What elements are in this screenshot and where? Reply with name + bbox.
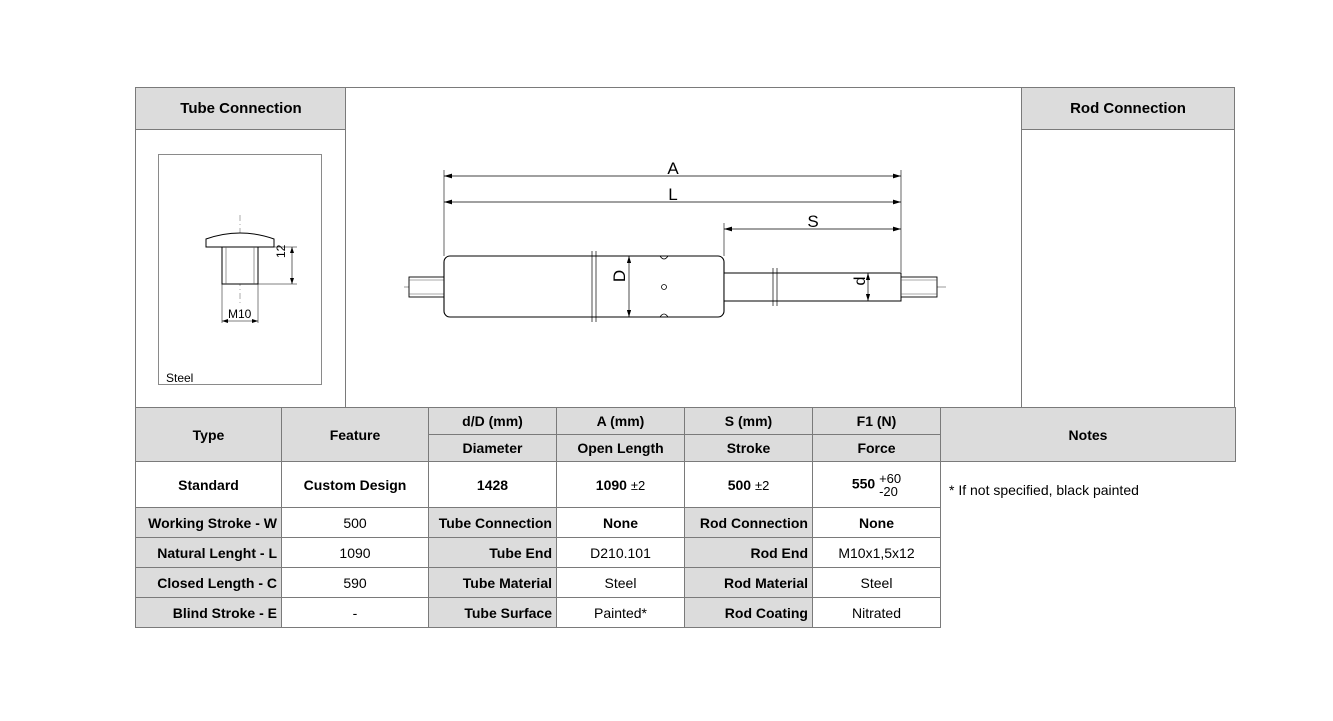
- main-diameter-value: 1428: [429, 462, 557, 508]
- feature-header: Feature: [282, 408, 429, 462]
- gas-spring-drawing-panel: [345, 87, 1023, 408]
- main-open-length-cell: [557, 462, 685, 508]
- row-label: Rod Connection: [685, 508, 813, 538]
- dim-label-d-big: D: [610, 269, 629, 283]
- col-unit-stroke: S (mm): [685, 408, 813, 435]
- row-label: Tube Connection: [429, 508, 557, 538]
- dim-label-l: L: [668, 185, 678, 204]
- row-label: Natural Lenght - L: [136, 538, 282, 568]
- row-label: Blind Stroke - E: [136, 598, 282, 628]
- dim-label-a: A: [667, 159, 679, 178]
- col-name-open-length: Open Length: [557, 435, 685, 462]
- row-label: Rod End: [685, 538, 813, 568]
- main-force-cell: [813, 462, 941, 508]
- tube-connection-title: Tube Connection: [135, 87, 347, 130]
- row-value: -: [282, 598, 429, 628]
- row-label: Rod Material: [685, 568, 813, 598]
- main-stroke-tol: ±2: [754, 477, 770, 493]
- row-label: Working Stroke - W: [136, 508, 282, 538]
- col-name-force: Force: [813, 435, 941, 462]
- rod-connection-title: Rod Connection: [1021, 87, 1235, 130]
- tube-material-label: Steel: [166, 371, 194, 385]
- dim-label-d-small: d: [852, 276, 869, 286]
- main-force-tol-minus: -20: [879, 483, 898, 499]
- row-label: Tube End: [429, 538, 557, 568]
- row-label: Closed Length - C: [136, 568, 282, 598]
- row-value: Steel: [813, 568, 941, 598]
- spec-table: [135, 407, 1236, 628]
- row-value: M10x1,5x12: [813, 538, 941, 568]
- row-value: 500: [282, 508, 429, 538]
- row-label: Tube Surface: [429, 598, 557, 628]
- col-unit-open-length: A (mm): [557, 408, 685, 435]
- rod-connection-panel: [1021, 87, 1235, 408]
- col-name-stroke: Stroke: [685, 435, 813, 462]
- main-stroke-value: 500: [727, 476, 752, 493]
- row-value: 1090: [282, 538, 429, 568]
- main-force-tol: [879, 472, 901, 498]
- type-header: Type: [136, 408, 282, 462]
- row-label: Rod Coating: [685, 598, 813, 628]
- main-force-tol-plus: +60: [879, 470, 902, 486]
- tube-height-label: 12: [274, 244, 288, 258]
- row-value: Nitrated: [813, 598, 941, 628]
- row-value: 590: [282, 568, 429, 598]
- dim-label-s: S: [807, 212, 819, 231]
- row-value: D210.101: [557, 538, 685, 568]
- row-value: None: [557, 508, 685, 538]
- row-value: None: [813, 508, 941, 538]
- col-unit-diameter: d/D (mm): [429, 408, 557, 435]
- main-open-length-tol: ±2: [630, 477, 646, 493]
- col-name-diameter: Diameter: [429, 435, 557, 462]
- main-force-value: 550: [851, 475, 876, 492]
- row-value: Painted*: [557, 598, 685, 628]
- notes-text: * If not specified, black painted: [949, 482, 1139, 498]
- main-feature-value: Custom Design: [282, 462, 429, 508]
- main-type-value: Standard: [136, 462, 282, 508]
- row-label: Tube Material: [429, 568, 557, 598]
- tube-thread-label: M10: [228, 307, 252, 321]
- main-open-length-value: 1090: [595, 476, 627, 493]
- main-stroke-cell: [685, 462, 813, 508]
- row-value: Steel: [557, 568, 685, 598]
- col-unit-force: F1 (N): [813, 408, 941, 435]
- notes-header: Notes: [941, 408, 1236, 462]
- gas-spring-drawing: [346, 88, 1024, 409]
- tube-connection-image: [158, 154, 322, 385]
